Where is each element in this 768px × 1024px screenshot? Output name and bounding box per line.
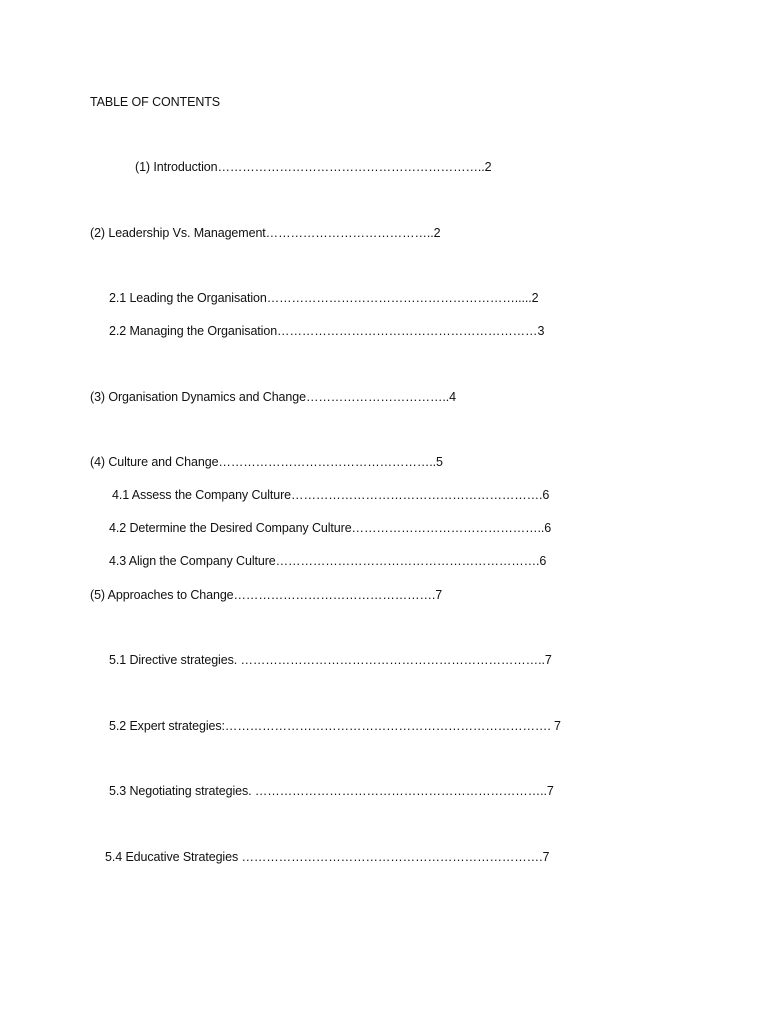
toc-entry-directive-strategies: 5.1 Directive strategies. ………………………………………………………………..7 [109, 653, 552, 667]
toc-entry-desired-culture: 4.2 Determine the Desired Company Culture………………………………………..6 [109, 521, 552, 535]
toc-title: TABLE OF CONTENTS [90, 95, 221, 109]
toc-entry-assess-culture: 4.1 Assess the Company Culture…………………………………………………….6 [112, 488, 550, 502]
toc-entry-expert-strategies: 5.2 Expert strategies:……………………………………………………………………. 7 [109, 719, 561, 733]
toc-entry-leading-organisation: 2.1 Leading the Organisation…………………………………………………….....2 [109, 291, 539, 305]
toc-entry-negotiating-strategies: 5.3 Negotiating strategies. ……………………………………………………………..7 [109, 784, 554, 798]
toc-entry-organisation-dynamics: (3) Organisation Dynamics and Change……………………………..4 [90, 390, 456, 404]
toc-entry-approaches-to-change: (5) Approaches to Change………………………………………….7 [90, 588, 443, 602]
toc-entry-align-culture: 4.3 Align the Company Culture……………………………………………………….6 [109, 554, 547, 568]
toc-entry-culture-and-change: (4) Culture and Change……………………………………………..5 [90, 455, 443, 469]
toc-entry-educative-strategies: 5.4 Educative Strategies ……………………………………………………………….7 [105, 850, 550, 864]
toc-entry-introduction: (1) Introduction………………………………………………………..2 [135, 160, 492, 174]
toc-entry-managing-organisation: 2.2 Managing the Organisation………………………………………………………3 [109, 324, 545, 338]
toc-entry-leadership-vs-management: (2) Leadership Vs. Management…………………………………..2 [90, 226, 441, 240]
